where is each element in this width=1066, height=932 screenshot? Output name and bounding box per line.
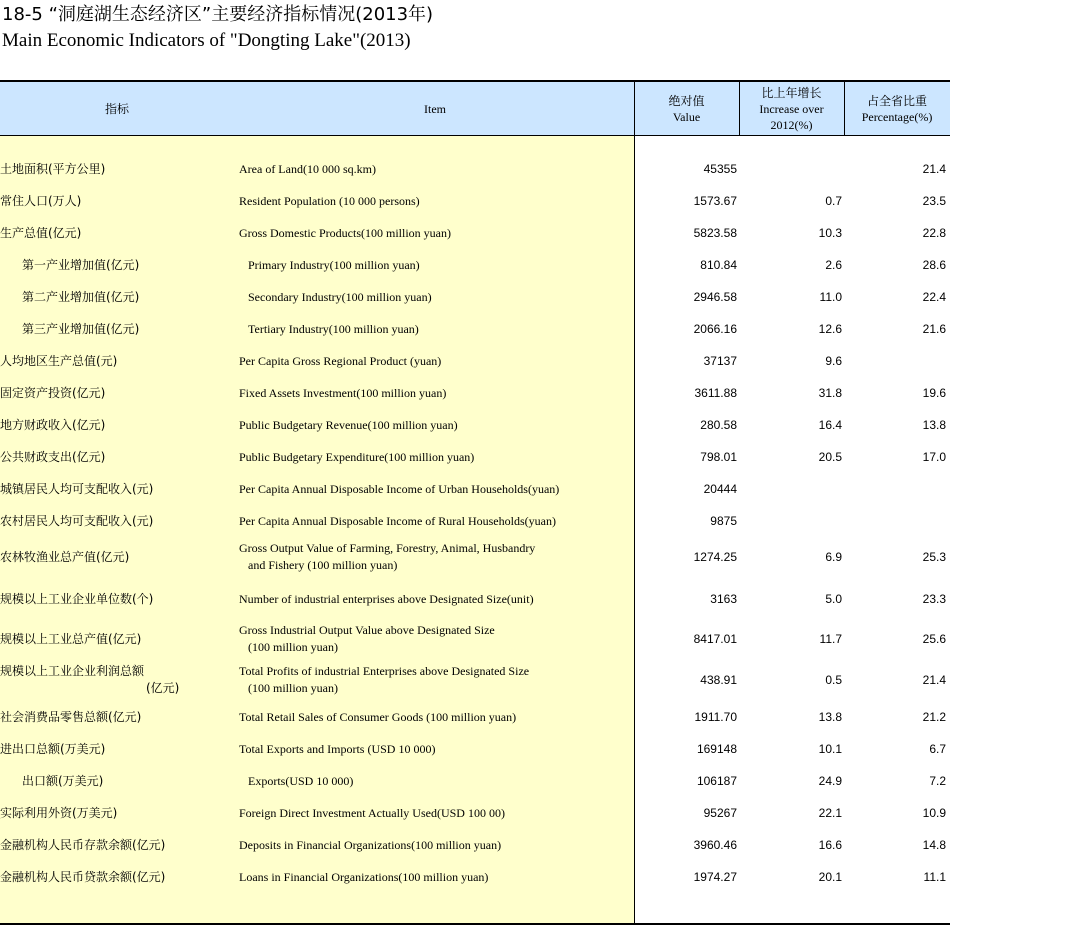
value-cell: 3611.88 [694, 385, 737, 400]
share-cell [850, 347, 946, 375]
table-row [0, 863, 950, 891]
indicator-cn: 城镇居民人均可支配收入(元) [0, 481, 154, 496]
share-cell: 25.3 [922, 549, 946, 564]
item-en: Deposits in Financial Organizations(100 million yuan) [239, 837, 502, 852]
indicator-cn: 规模以上工业总产值(亿元) [0, 631, 142, 646]
share-cell: 21.6 [922, 321, 946, 336]
value-cell: 37137 [703, 353, 737, 368]
indicator-cn: 土地面积(平方公里) [0, 161, 106, 176]
share-cell: 6.7 [929, 741, 946, 756]
share-cell: 10.9 [922, 805, 946, 820]
share-cell: 21.2 [922, 709, 946, 724]
item-en: Resident Population (10 000 persons) [239, 193, 420, 208]
share-cell: 23.3 [922, 591, 946, 606]
increase-cell [745, 155, 842, 183]
indicator-cn: 规模以上工业企业利润总额 (亿元) [0, 664, 180, 695]
table-row [0, 619, 950, 659]
table-bottom-rule [0, 923, 950, 925]
value-cell: 95267 [703, 805, 737, 820]
table-row [0, 155, 950, 183]
value-cell: 3163 [710, 591, 737, 606]
table-header [0, 80, 950, 136]
increase-cell: 16.6 [818, 837, 842, 852]
table-row [0, 831, 950, 859]
value-cell: 1911.70 [694, 709, 737, 724]
indicator-cn: 金融机构人民币存款余额(亿元) [0, 837, 166, 852]
share-cell: 19.6 [922, 385, 946, 400]
item-en: Tertiary Industry(100 million yuan) [248, 321, 419, 336]
value-cell: 438.91 [700, 672, 737, 687]
share-cell [850, 507, 946, 535]
value-cell: 3960.46 [693, 837, 737, 852]
indicator-cn: 金融机构人民币贷款余额(亿元) [0, 869, 166, 884]
item-en: Loans in Financial Organizations(100 million yuan) [239, 869, 489, 884]
item-en: Per Capita Annual Disposable Income of Rural Households(yuan) [239, 513, 556, 528]
divider [634, 82, 635, 136]
item-en: Public Budgetary Expenditure(100 million yuan) [239, 449, 475, 464]
item-en: Total Profits of industrial Enterprises above Designated Size (100 million yuan) [239, 664, 530, 695]
indicator-cn: 出口额(万美元) [22, 773, 104, 788]
value-cell: 9875 [710, 513, 737, 528]
table-row [0, 411, 950, 439]
increase-cell: 6.9 [825, 549, 842, 564]
item-en: Number of industrial enterprises above Designated Size(unit) [239, 591, 534, 606]
indicator-cn: 农林牧渔业总产值(亿元) [0, 549, 130, 564]
item-en: Total Retail Sales of Consumer Goods (100 million yuan) [239, 709, 517, 724]
share-cell: 21.4 [922, 161, 946, 176]
share-cell: 25.6 [922, 631, 946, 646]
share-cell: 23.5 [922, 193, 946, 208]
item-en: Gross Industrial Output Value above Designated Size (100 million yuan) [239, 623, 495, 654]
table-row [0, 283, 950, 311]
indicator-cn: 第一产业增加值(亿元) [22, 257, 140, 272]
value-cell: 798.01 [700, 449, 737, 464]
table-row [0, 703, 950, 731]
increase-cell: 11.7 [819, 631, 842, 646]
indicator-cn: 第三产业增加值(亿元) [22, 321, 140, 336]
table-row [0, 660, 950, 700]
value-cell: 169148 [696, 741, 737, 756]
indicator-cn: 社会消费品零售总额(亿元) [0, 709, 142, 724]
item-en: Gross Domestic Products(100 million yuan) [239, 225, 451, 240]
table-row [0, 767, 950, 795]
table-row [0, 735, 950, 763]
increase-cell [745, 475, 842, 503]
table-row [0, 537, 950, 577]
item-en: Gross Output Value of Farming, Forestry, Animal, Husbandry and Fishery (100 million yuan) [239, 541, 536, 572]
header-item-en: Item [424, 102, 446, 116]
share-cell: 13.8 [922, 417, 946, 432]
table-row [0, 475, 950, 503]
table-row [0, 251, 950, 279]
share-cell: 11.1 [923, 869, 946, 884]
indicator-cn: 生产总值(亿元) [0, 225, 82, 240]
value-cell: 106187 [696, 773, 737, 788]
table-row [0, 347, 950, 375]
indicator-cn: 农村居民人均可支配收入(元) [0, 513, 154, 528]
item-en: Fixed Assets Investment(100 million yuan) [239, 385, 447, 400]
increase-cell: 22.1 [818, 805, 842, 820]
table-row [0, 379, 950, 407]
indicator-cn: 地方财政收入(亿元) [0, 417, 106, 432]
table-row [0, 443, 950, 471]
value-cell: 20444 [703, 481, 737, 496]
share-cell: 22.8 [922, 225, 946, 240]
indicator-cn: 第二产业增加值(亿元) [22, 289, 140, 304]
increase-cell: 16.4 [818, 417, 842, 432]
increase-cell: 20.1 [818, 869, 842, 884]
divider [844, 82, 845, 136]
item-en: Per Capita Gross Regional Product (yuan) [239, 353, 442, 368]
table-row [0, 187, 950, 215]
item-en: Foreign Direct Investment Actually Used(USD 100 00) [239, 805, 505, 820]
share-cell: 22.4 [922, 289, 946, 304]
header-value: 绝对值 Value [668, 94, 705, 124]
share-cell: 14.8 [922, 837, 946, 852]
indicator-cn: 常住人口(万人) [0, 193, 82, 208]
table-row [0, 799, 950, 827]
increase-cell: 0.5 [825, 672, 842, 687]
share-cell: 17.0 [922, 449, 946, 464]
page-title-cn: 18-5 “洞庭湖生态经济区”主要经济指标情况(2013年) [2, 4, 434, 25]
increase-cell: 11.0 [819, 289, 842, 304]
item-en: Exports(USD 10 000) [248, 773, 354, 788]
divider [739, 82, 740, 136]
increase-cell: 0.7 [825, 193, 842, 208]
table-row [0, 219, 950, 247]
table-row [0, 507, 950, 535]
value-cell: 2066.16 [693, 321, 737, 336]
value-cell: 1573.67 [693, 193, 737, 208]
header-increase: 比上年增长 Increase over 2012(%) [759, 86, 824, 132]
indicator-cn: 固定资产投资(亿元) [0, 385, 106, 400]
item-en: Area of Land(10 000 sq.km) [239, 161, 376, 176]
item-en: Total Exports and Imports (USD 10 000) [239, 741, 436, 756]
increase-cell: 24.9 [818, 773, 842, 788]
item-en: Secondary Industry(100 million yuan) [248, 289, 432, 304]
increase-cell: 9.6 [825, 353, 842, 368]
value-cell: 5823.58 [693, 225, 737, 240]
item-en: Per Capita Annual Disposable Income of Urban Households(yuan) [239, 481, 560, 496]
indicator-cn: 规模以上工业企业单位数(个) [0, 591, 154, 606]
table-row [0, 315, 950, 343]
value-cell: 280.58 [700, 417, 737, 432]
value-cell: 8417.01 [693, 631, 737, 646]
increase-cell: 12.6 [818, 321, 842, 336]
page-title-en: Main Economic Indicators of "Dongting Lake"(2013) [2, 30, 411, 51]
increase-cell: 20.5 [818, 449, 842, 464]
table-row [0, 585, 950, 613]
share-cell: 7.2 [929, 773, 946, 788]
item-en: Public Budgetary Revenue(100 million yuan) [239, 417, 458, 432]
value-cell: 1274.25 [693, 549, 737, 564]
header-share: 占全省比重 Percentage(%) [861, 94, 933, 124]
increase-cell: 31.8 [818, 385, 842, 400]
increase-cell: 13.8 [818, 709, 842, 724]
indicator-cn: 公共财政支出(亿元) [0, 449, 106, 464]
increase-cell: 10.3 [818, 225, 842, 240]
value-cell: 1974.27 [693, 869, 737, 884]
share-cell: 28.6 [922, 257, 946, 272]
share-cell: 21.4 [922, 672, 946, 687]
increase-cell: 5.0 [825, 591, 842, 606]
header-indicator-cn: 指标 [104, 102, 129, 116]
value-cell: 2946.58 [693, 289, 737, 304]
increase-cell: 10.1 [818, 741, 842, 756]
share-cell [850, 475, 946, 503]
indicator-cn: 人均地区生产总值(元) [0, 353, 118, 368]
increase-cell [745, 507, 842, 535]
item-en: Primary Industry(100 million yuan) [248, 257, 420, 272]
indicator-cn: 实际利用外资(万美元) [0, 805, 118, 820]
indicator-cn: 进出口总额(万美元) [0, 741, 106, 756]
value-cell: 45355 [703, 161, 737, 176]
indicators-table [0, 80, 950, 925]
value-cell: 810.84 [700, 257, 737, 272]
increase-cell: 2.6 [825, 257, 842, 272]
